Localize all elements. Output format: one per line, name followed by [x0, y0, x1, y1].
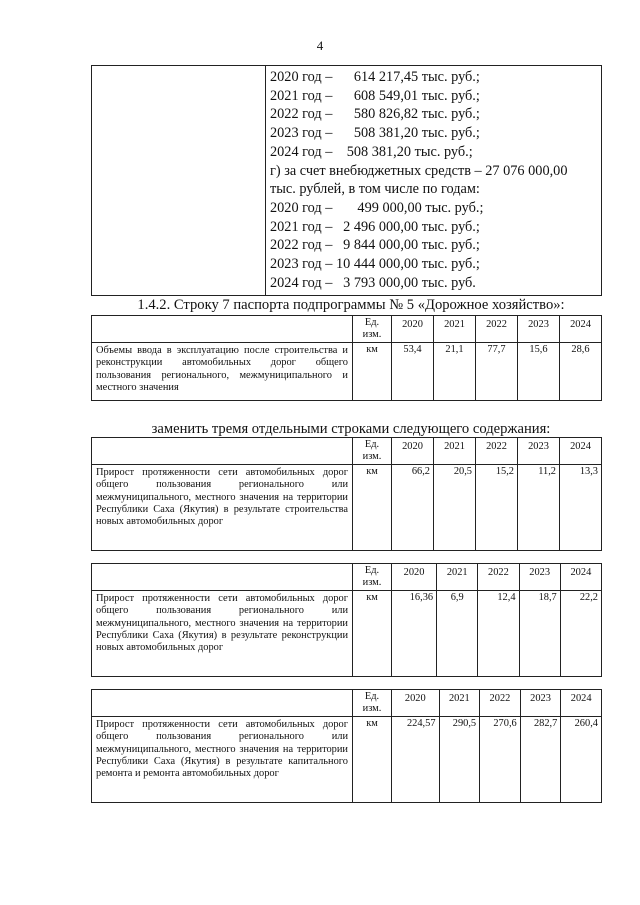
indicator-value: 282,7 [520, 717, 561, 803]
section-title-2: заменить тремя отдельными строками следующего содержания: [151, 421, 551, 437]
funding-line: 2021 год – 2 496 000,00 тыс. руб.; [270, 218, 480, 235]
funding-table-left-cell [92, 66, 266, 296]
indicator-value: 6,9 [437, 591, 478, 677]
indicator-value: 18,7 [519, 591, 560, 677]
page-number: 4 [316, 38, 324, 53]
indicator-value: 22,2 [560, 591, 601, 677]
indicator-value: 15,6 [518, 343, 560, 401]
indicator-value: 13,3 [560, 465, 602, 551]
indicator-value: 66,2 [392, 465, 434, 551]
indicator-table-old [91, 315, 602, 401]
funding-line: 2022 год – 580 826,82 тыс. руб.; [270, 106, 480, 123]
header-year: 2022 [476, 316, 518, 343]
header-unit: Ед. изм. [353, 316, 392, 343]
indicator-value: 11,2 [518, 465, 560, 551]
header-unit: Ед. изм. [353, 564, 392, 591]
header-year: 2022 [478, 564, 519, 591]
header-year: 2020 [392, 316, 434, 343]
indicator-value: 77,7 [476, 343, 518, 401]
funding-line: 2020 год – 614 217,45 тыс. руб.; [270, 69, 480, 85]
indicator-value: 53,4 [392, 343, 434, 401]
header-year: 2020 [392, 438, 434, 465]
header-empty-cell [92, 564, 353, 591]
header-empty-cell [92, 690, 353, 717]
funding-line: 2024 год – 3 793 000,00 тыс. руб. [270, 274, 476, 291]
header-empty-cell [92, 438, 353, 465]
header-unit: Ед. изм. [353, 438, 392, 465]
indicator-value: 16,36 [392, 591, 437, 677]
indicator-value: 15,2 [476, 465, 518, 551]
indicator-label: Прирост протяженности сети автомобильных дорог общего пользования регионального или межмуниципального, местного значения на территории Республики Саха (Якутия) в результате капитального ремонта и ремонта автомобильных дорог [92, 717, 353, 803]
funding-table-text-cell [266, 66, 602, 296]
header-year: 2023 [518, 316, 560, 343]
indicator-value: 12,4 [478, 591, 519, 677]
indicator-value: 224,57 [392, 717, 440, 803]
funding-table [91, 65, 602, 296]
funding-line: тыс. рублей, в том числе по годам: [270, 181, 480, 198]
funding-line: 2023 год – 10 444 000,00 тыс. руб.; [270, 256, 480, 273]
indicator-label: Прирост протяженности сети автомобильных дорог общего пользования регионального или межмуниципального, местного значения на территории Республики Саха (Якутия) в результате реконструкции новых автомобильных дорог [92, 591, 353, 677]
indicator-table-construction [91, 437, 602, 551]
indicator-value: 28,6 [560, 343, 602, 401]
header-year: 2024 [560, 564, 601, 591]
header-year: 2020 [392, 564, 437, 591]
funding-line: 2024 год – 508 381,20 тыс. руб.; [270, 143, 473, 160]
header-year: 2022 [476, 438, 518, 465]
indicator-table-reconstruction [91, 563, 602, 677]
header-year: 2021 [434, 316, 476, 343]
indicator-unit: км [353, 343, 392, 401]
indicator-label: Объемы ввода в эксплуатацию после строительства и реконструкции автомобильных дорог общего пользования регионального, межмуниципального и местного значения [92, 343, 353, 401]
funding-line: 2021 год – 608 549,01 тыс. руб.; [270, 87, 480, 104]
funding-line: г) за счет внебюджетных средств – 27 076 000,00 [270, 162, 568, 179]
indicator-value: 270,6 [480, 717, 521, 803]
header-year: 2023 [520, 690, 561, 717]
indicator-label: Прирост протяженности сети автомобильных дорог общего пользования регионального или межмуниципального, местного значения на территории Республики Саха (Якутия) в результате строительства новых автомобильных дорог [92, 465, 353, 551]
indicator-table-repair [91, 689, 602, 803]
header-unit: Ед. изм. [353, 690, 392, 717]
header-year: 2023 [518, 438, 560, 465]
indicator-unit: км [353, 465, 392, 551]
header-year: 2021 [439, 690, 480, 717]
funding-line: 2020 год – 499 000,00 тыс. руб.; [270, 199, 484, 216]
header-empty-cell [92, 316, 353, 343]
header-year: 2024 [560, 316, 602, 343]
header-year: 2020 [392, 690, 440, 717]
section-title-1: 1.4.2. Строку 7 паспорта подпрограммы № 5 «Дорожное хозяйство»: [137, 297, 565, 313]
header-year: 2021 [434, 438, 476, 465]
indicator-unit: км [353, 591, 392, 677]
indicator-value: 20,5 [434, 465, 476, 551]
indicator-value: 290,5 [439, 717, 480, 803]
header-year: 2023 [519, 564, 560, 591]
header-year: 2024 [561, 690, 602, 717]
indicator-value: 260,4 [561, 717, 602, 803]
funding-line: 2022 год – 9 844 000,00 тыс. руб.; [270, 237, 480, 254]
header-year: 2024 [560, 438, 602, 465]
funding-line: 2023 год – 508 381,20 тыс. руб.; [270, 125, 480, 142]
indicator-value: 21,1 [434, 343, 476, 401]
header-year: 2021 [437, 564, 478, 591]
header-year: 2022 [480, 690, 521, 717]
indicator-unit: км [353, 717, 392, 803]
